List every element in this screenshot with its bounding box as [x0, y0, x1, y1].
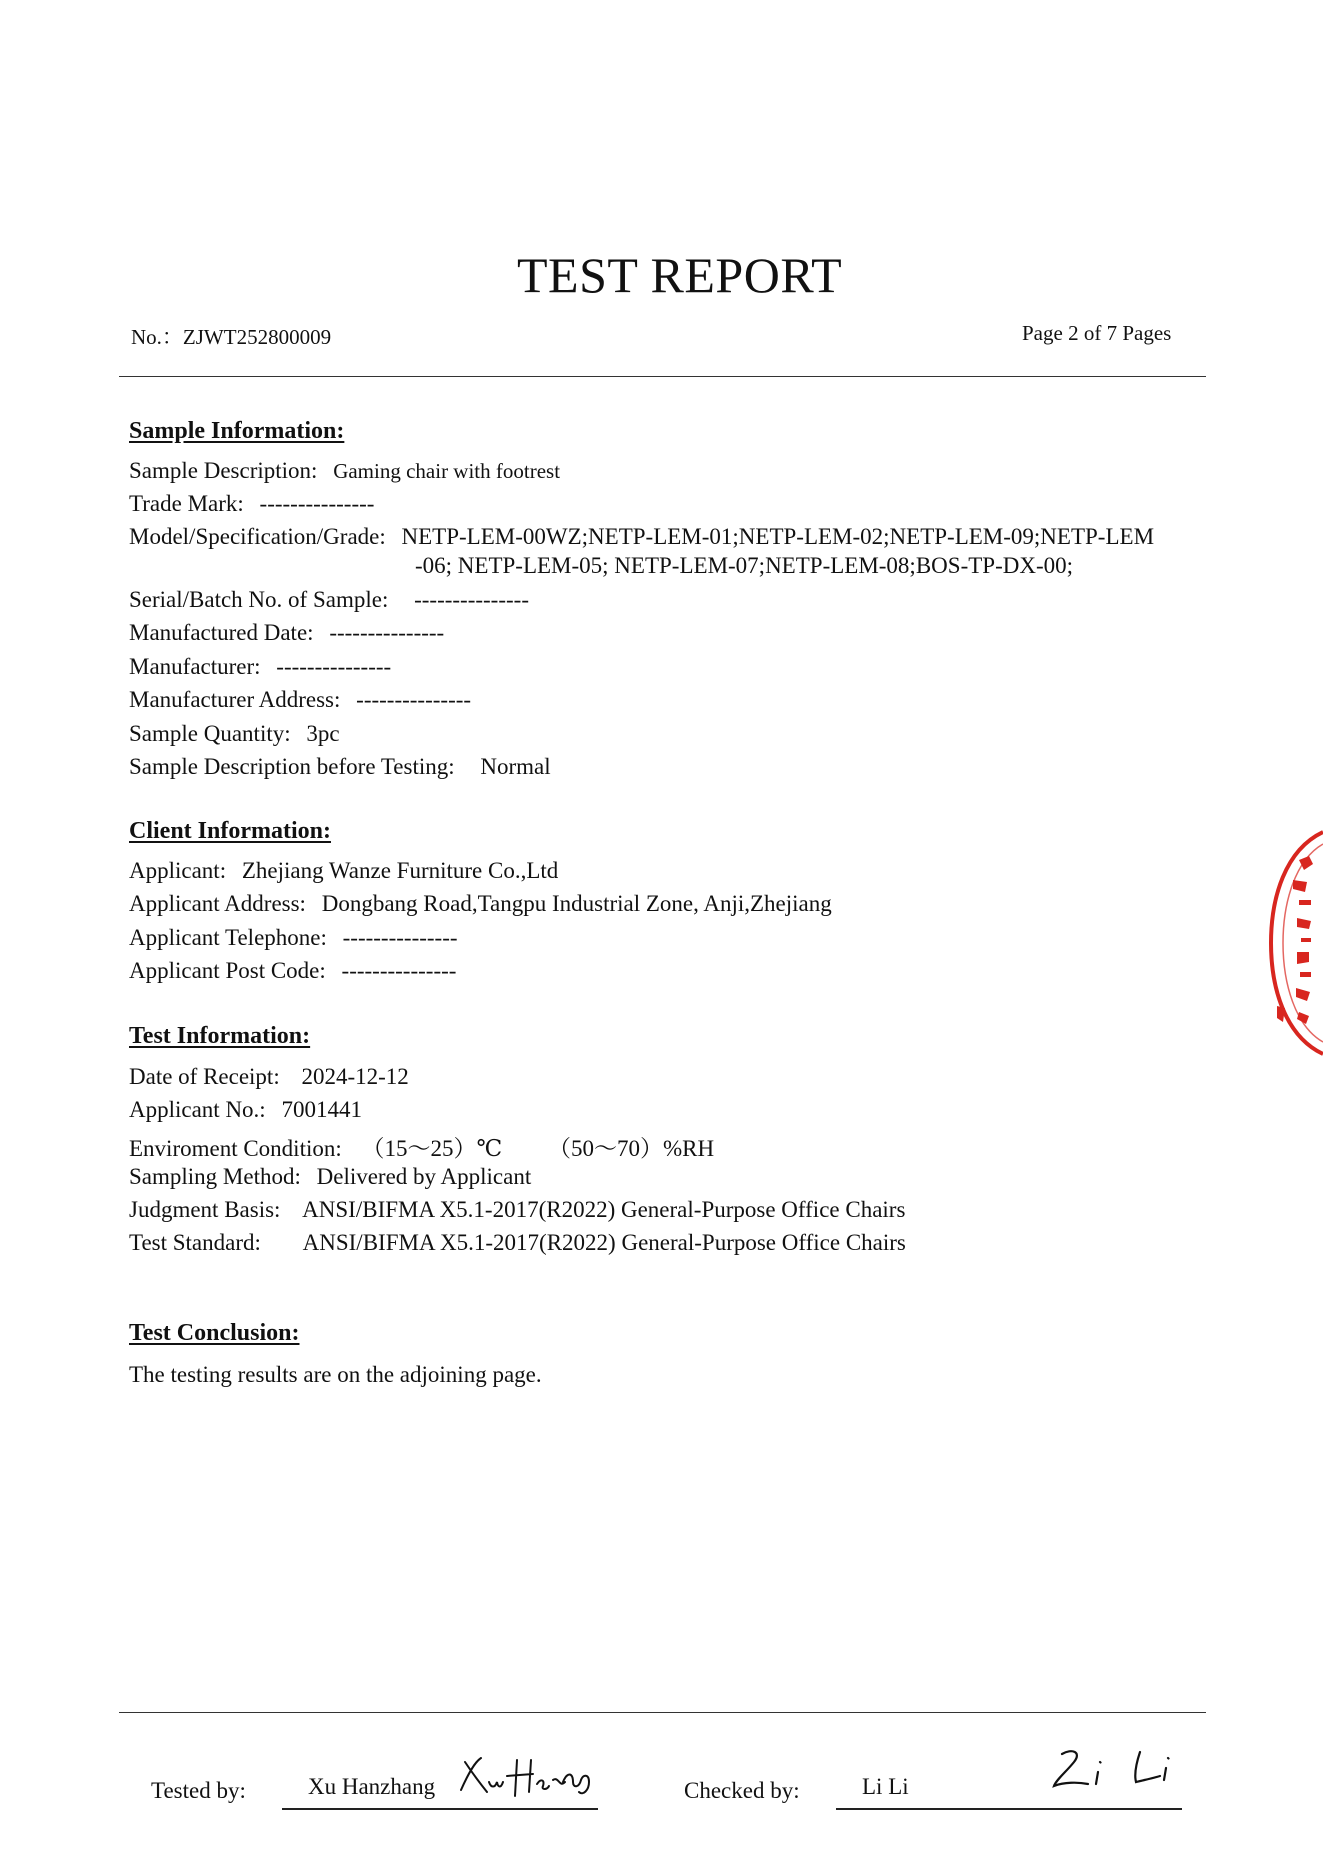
serial-value: ---------------	[414, 587, 529, 612]
checked-by-signature	[1048, 1746, 1188, 1796]
applicant-post-code-label: Applicant Post Code:	[129, 958, 326, 983]
manufacturer-label: Manufacturer:	[129, 654, 261, 679]
applicant-address-label: Applicant Address:	[129, 891, 306, 916]
manufacturer-address-row	[129, 687, 471, 713]
applicant-no-value: 7001441	[281, 1097, 362, 1122]
applicant-telephone-label: Applicant Telephone:	[129, 925, 327, 950]
judgment-basis-row	[129, 1197, 905, 1223]
conclusion-text: The testing results are on the adjoining page.	[129, 1362, 542, 1387]
judgment-basis-label: Judgment Basis:	[129, 1197, 281, 1222]
applicant-post-code-value: ---------------	[341, 958, 457, 983]
manufactured-date-label: Manufactured Date:	[129, 620, 314, 645]
manufactured-date-row	[129, 620, 444, 646]
serial-row	[129, 587, 529, 613]
applicant-telephone-row	[129, 925, 458, 951]
report-number: No.：ZJWT252800009	[131, 325, 332, 349]
checked-by-label: Checked by:	[684, 1778, 800, 1803]
test-standard-value: ANSI/BIFMA X5.1-2017(R2022) General-Purpose Office Chairs	[302, 1230, 906, 1255]
checked-by-signature-line	[836, 1808, 1182, 1810]
applicant-label: Applicant:	[129, 858, 227, 883]
before-testing-value: Normal	[480, 754, 551, 779]
receipt-value: 2024-12-12	[301, 1064, 409, 1089]
trade-mark-row	[129, 491, 374, 517]
environment-label: Enviroment Condition:	[129, 1136, 342, 1161]
sample-quantity-row	[129, 721, 340, 747]
sampling-row	[129, 1164, 531, 1190]
before-testing-label: Sample Description before Testing:	[129, 754, 455, 779]
applicant-value: Zhejiang Wanze Furniture Co.,Ltd	[241, 858, 559, 883]
trade-mark-value: ---------------	[259, 491, 375, 516]
sample-description-row	[129, 458, 560, 484]
footer-divider	[119, 1712, 1206, 1713]
sample-description-label: Sample Description:	[129, 458, 318, 483]
before-testing-row	[129, 754, 551, 780]
test-standard-label: Test Standard:	[129, 1230, 261, 1255]
report-title: TEST REPORT	[517, 247, 843, 303]
environment-temperature: （15～25）℃	[361, 1136, 503, 1161]
manufacturer-address-value: ---------------	[356, 687, 472, 712]
sample-description-value: Gaming chair with footrest	[333, 459, 561, 483]
applicant-address-value: Dongbang Road,Tangpu Industrial Zone, Anji,Zhejiang	[321, 891, 832, 916]
applicant-address-row	[129, 891, 832, 917]
receipt-label: Date of Receipt:	[129, 1064, 280, 1089]
company-seal-stamp	[1263, 828, 1323, 1058]
sampling-value: Delivered by Applicant	[316, 1164, 532, 1189]
manufacturer-address-label: Manufacturer Address:	[129, 687, 341, 712]
sample-info-heading: Sample Information:	[129, 418, 345, 444]
tested-by-label: Tested by:	[151, 1778, 246, 1803]
client-info-heading: Client Information:	[129, 818, 331, 844]
manufacturer-value: ---------------	[276, 654, 392, 679]
test-info-heading: Test Information:	[129, 1023, 311, 1049]
sampling-label: Sampling Method:	[129, 1164, 301, 1189]
manufacturer-row	[129, 654, 391, 680]
page-indicator: Page 2 of 7 Pages	[1022, 321, 1172, 345]
sample-quantity-label: Sample Quantity:	[129, 721, 291, 746]
manufactured-date-value: ---------------	[329, 620, 445, 645]
model-row	[129, 524, 1154, 550]
applicant-telephone-value: ---------------	[342, 925, 458, 950]
test-standard-row	[129, 1230, 906, 1256]
conclusion-heading: Test Conclusion:	[129, 1320, 300, 1346]
checked-by-name: Li Li	[862, 1774, 909, 1799]
applicant-row	[129, 858, 558, 884]
receipt-row	[129, 1064, 409, 1090]
model-value-line1: NETP-LEM-00WZ;NETP-LEM-01;NETP-LEM-02;NETP-LEM-09;NETP-LEM	[401, 524, 1155, 549]
serial-label: Serial/Batch No. of Sample:	[129, 587, 389, 612]
tested-by-signature-line	[282, 1808, 598, 1810]
applicant-no-row	[129, 1097, 362, 1123]
trade-mark-label: Trade Mark:	[129, 491, 244, 516]
tested-by-name: Xu Hanzhang	[308, 1774, 436, 1799]
model-value-line2: -06; NETP-LEM-05; NETP-LEM-07;NETP-LEM-08;BOS-TP-DX-00;	[415, 553, 1073, 578]
model-label: Model/Specification/Grade:	[129, 524, 386, 549]
environment-humidity: （50～70）%RH	[547, 1136, 715, 1161]
environment-row	[129, 1130, 714, 1163]
applicant-post-code-row	[129, 958, 456, 984]
tested-by-signature	[455, 1752, 605, 1802]
sample-quantity-value: 3pc	[306, 721, 340, 746]
header-divider	[119, 376, 1206, 377]
judgment-basis-value: ANSI/BIFMA X5.1-2017(R2022) General-Purpose Office Chairs	[302, 1197, 906, 1222]
applicant-no-label: Applicant No.:	[129, 1097, 266, 1122]
